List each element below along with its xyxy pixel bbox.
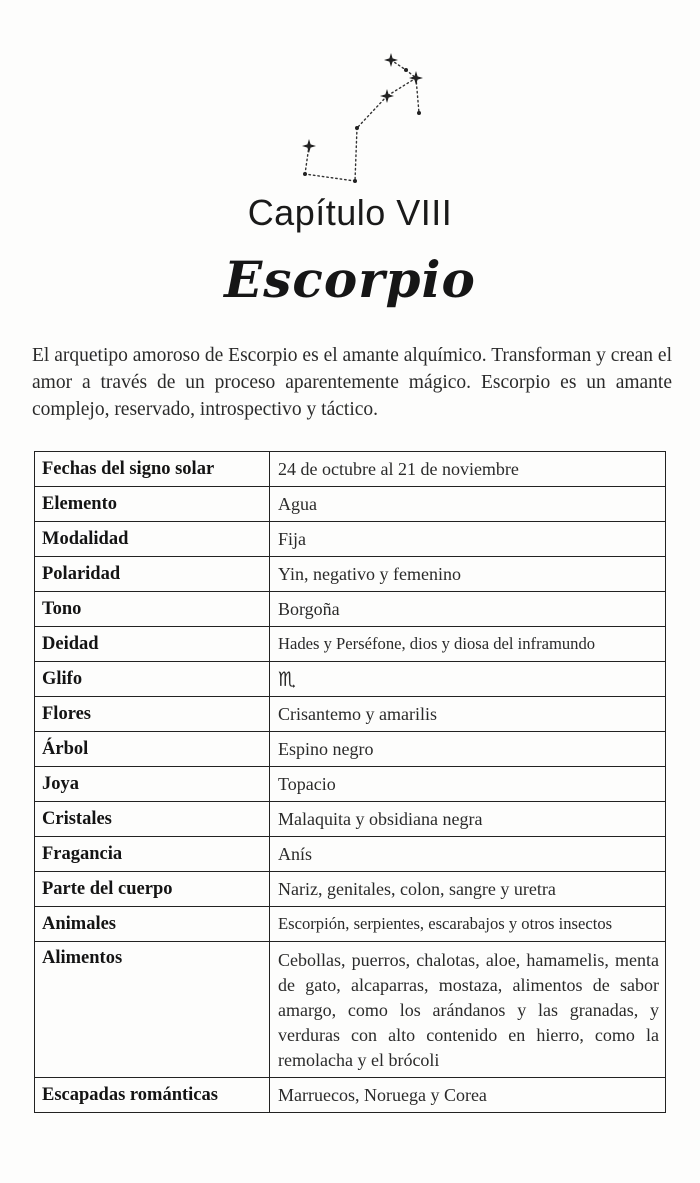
row-label: Animales [35,907,270,942]
row-label: Fragancia [35,837,270,872]
row-label: Elemento [35,487,270,522]
table-row [35,487,666,522]
sign-title: Escorpio [224,250,476,309]
chapter-title: Capítulo VIII [247,192,453,233]
sign-attributes-table [34,451,666,1113]
row-value: Hades y Perséfone, dios y diosa del inframundo [270,627,666,662]
table-row [35,1078,666,1113]
table-row [35,872,666,907]
row-label: Glifo [35,662,270,697]
row-value: Cebollas, puerros, chalotas, aloe, hamamelis, menta de gato, alcaparras, mostaza, alimentos de sabor amargo, como los arándanos y las granadas, y verduras con alto contenido en hierro, como la remolacha y el brócoli [270,942,666,1078]
row-label: Escapadas románticas [35,1078,270,1113]
row-value: Fija [270,522,666,557]
star-icon [384,53,398,67]
row-value: Crisantemo y amarilis [270,697,666,732]
row-label: Cristales [35,802,270,837]
table-row [35,907,666,942]
intro-paragraph: El arquetipo amoroso de Escorpio es el amante alquímico. Transforman y crean el amor a través de un proceso aparentemente mágico. Escorpio es un amante complejo, reservado, introspectivo y táctico. [32,345,672,420]
table-row [35,802,666,837]
row-label: Tono [35,592,270,627]
row-label: Fechas del signo solar [35,452,270,487]
row-value: Topacio [270,767,666,802]
table-row [35,942,666,1078]
row-value: Yin, negativo y femenino [270,557,666,592]
row-label: Flores [35,697,270,732]
star-icon [302,139,316,153]
row-value [270,662,666,697]
table-row [35,697,666,732]
table-row [35,452,666,487]
row-value: 24 de octubre al 21 de noviembre [270,452,666,487]
scorpio-constellation-icon [0,0,700,200]
table-row [35,837,666,872]
table-row [35,592,666,627]
star-icon [380,89,394,103]
row-value: Escorpión, serpientes, escarabajos y otros insectos [270,907,666,942]
row-label: Alimentos [35,942,270,1078]
table-row [35,557,666,592]
table-row [35,522,666,557]
row-label: Polaridad [35,557,270,592]
row-label: Modalidad [35,522,270,557]
row-label: Árbol [35,732,270,767]
row-value: Malaquita y obsidiana negra [270,802,666,837]
row-value: Nariz, genitales, colon, sangre y uretra [270,872,666,907]
star-icon [409,71,423,85]
row-value: Espino negro [270,732,666,767]
row-label: Parte del cuerpo [35,872,270,907]
table-row [35,732,666,767]
row-value: Anís [270,837,666,872]
table-row [35,662,666,697]
table-row [35,767,666,802]
row-value: Marruecos, Noruega y Corea [270,1078,666,1113]
row-label: Joya [35,767,270,802]
table-row [35,627,666,662]
row-value: Agua [270,487,666,522]
row-label: Deidad [35,627,270,662]
scorpio-glyph-icon: ♏ [278,667,296,691]
row-value: Borgoña [270,592,666,627]
